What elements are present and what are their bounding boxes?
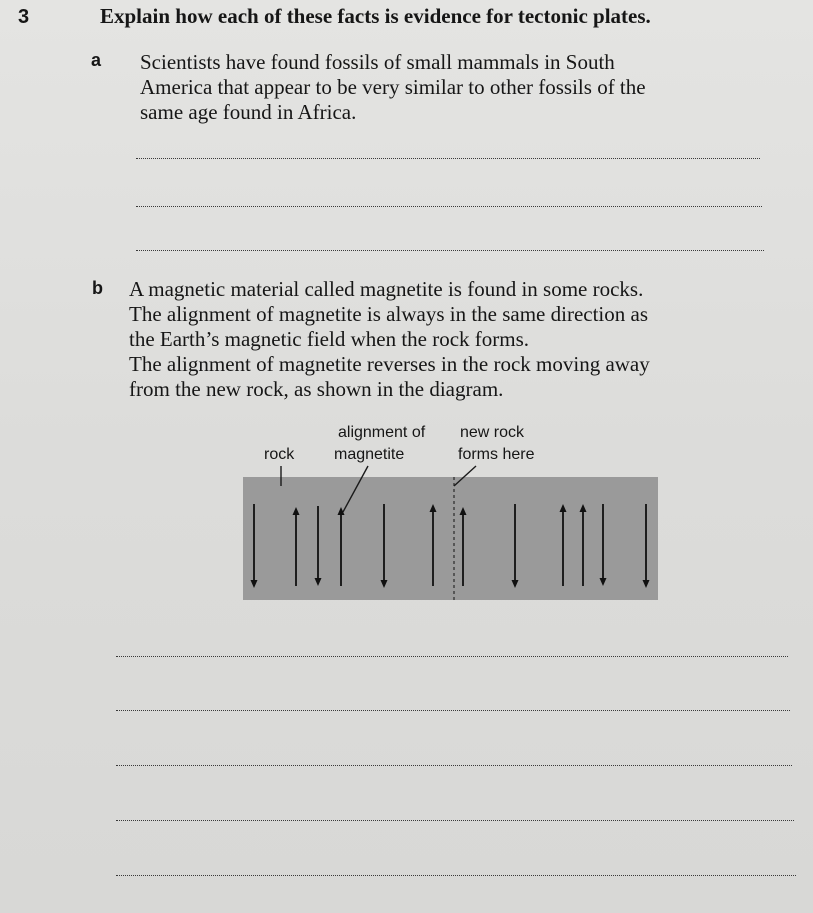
label-new-rock-2: forms here [458, 446, 535, 463]
part-a-line-1: Scientists have found fossils of small mammals in South [140, 50, 615, 74]
label-alignment-1: alignment of [338, 424, 426, 441]
part-b-label: b [92, 278, 103, 298]
part-a-label: a [91, 50, 102, 70]
question-number: 3 [18, 6, 30, 28]
label-rock: rock [264, 446, 295, 463]
part-b-line-3: the Earth’s magnetic field when the rock forms. [129, 327, 530, 351]
part-b-line-4: The alignment of magnetite reverses in the rock moving away [129, 352, 650, 376]
part-b-line-2: The alignment of magnetite is always in the same direction as [129, 302, 649, 326]
answer-line-b1[interactable] [116, 656, 788, 657]
answer-line-b4[interactable] [116, 820, 794, 821]
question-stem: Explain how each of these facts is evidence for tectonic plates. [100, 4, 651, 28]
answer-line-b3[interactable] [116, 765, 792, 766]
part-b-line-1: A magnetic material called magnetite is found in some rocks. [129, 277, 644, 301]
label-alignment-2: magnetite [334, 446, 405, 463]
part-a-line-2: America that appear to be very similar to other fossils of the [140, 75, 646, 99]
answer-line-b5[interactable] [116, 875, 796, 876]
answer-line-b2[interactable] [116, 710, 790, 711]
part-a-line-3: same age found in Africa. [140, 100, 357, 124]
rock-block [243, 477, 658, 600]
label-new-rock-1: new rock [460, 424, 525, 441]
part-b-line-5: from the new rock, as shown in the diagram. [129, 377, 504, 401]
